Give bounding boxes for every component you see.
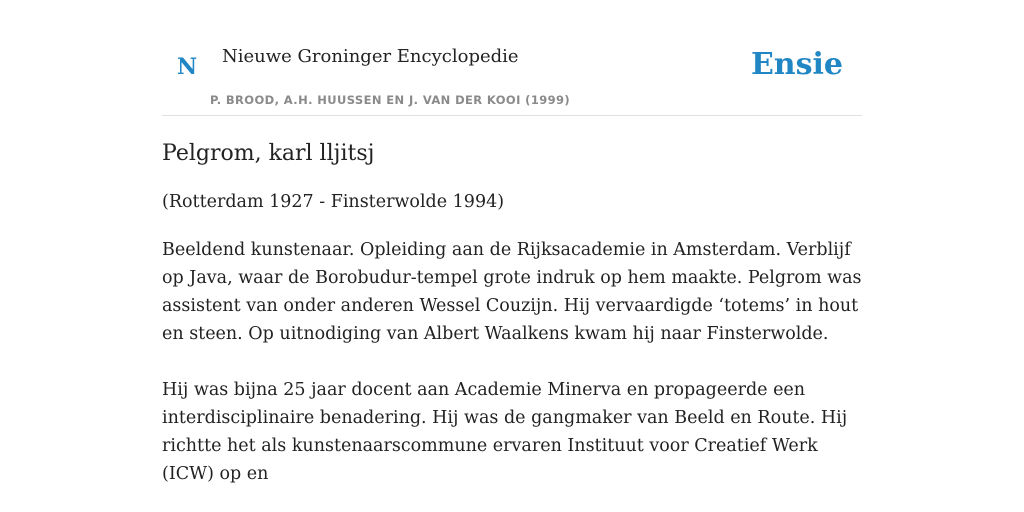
entry-lifespan: (Rotterdam 1927 - Finsterwolde 1994): [162, 192, 505, 212]
encyclopedia-logo-icon[interactable]: N: [177, 54, 198, 80]
entry-title: Pelgrom, karl lljitsj: [162, 141, 375, 166]
ensie-logo-link[interactable]: Ensie: [750, 47, 843, 82]
entry-content: [162, 138, 862, 488]
encyclopedia-title-link[interactable]: Nieuwe Groninger Encyclopedie: [222, 46, 519, 67]
entry-paragraph-1: Beeldend kunstenaar. Opleiding aan de Rijksacademie in Amsterdam. Verblijf op Java, waar de Borobudur-tempel grote indruk op hem maakte. Pelgrom was assistent van onder anderen Wessel Couzijn. Hij vervaardigde ‘totems’ in hout en steen. Op uitnodiging van Albert Waalkens kwam hij naar Finsterwolde.: [162, 240, 862, 344]
encyclopedia-authors: P. BROOD, A.H. HUUSSEN EN J. VAN DER KOOI (1999): [210, 93, 571, 107]
entry-paragraph-2: Hij was bijna 25 jaar docent aan Academie Minerva en propageerde een interdisciplinaire benadering. Hij was de gangmaker van Beeld en Route. Hij richtte het als kunstenaarscommune ervaren Instituut voor Creatief Werk (ICW) op en: [162, 380, 848, 484]
encyclopedia-header: [162, 0, 862, 116]
